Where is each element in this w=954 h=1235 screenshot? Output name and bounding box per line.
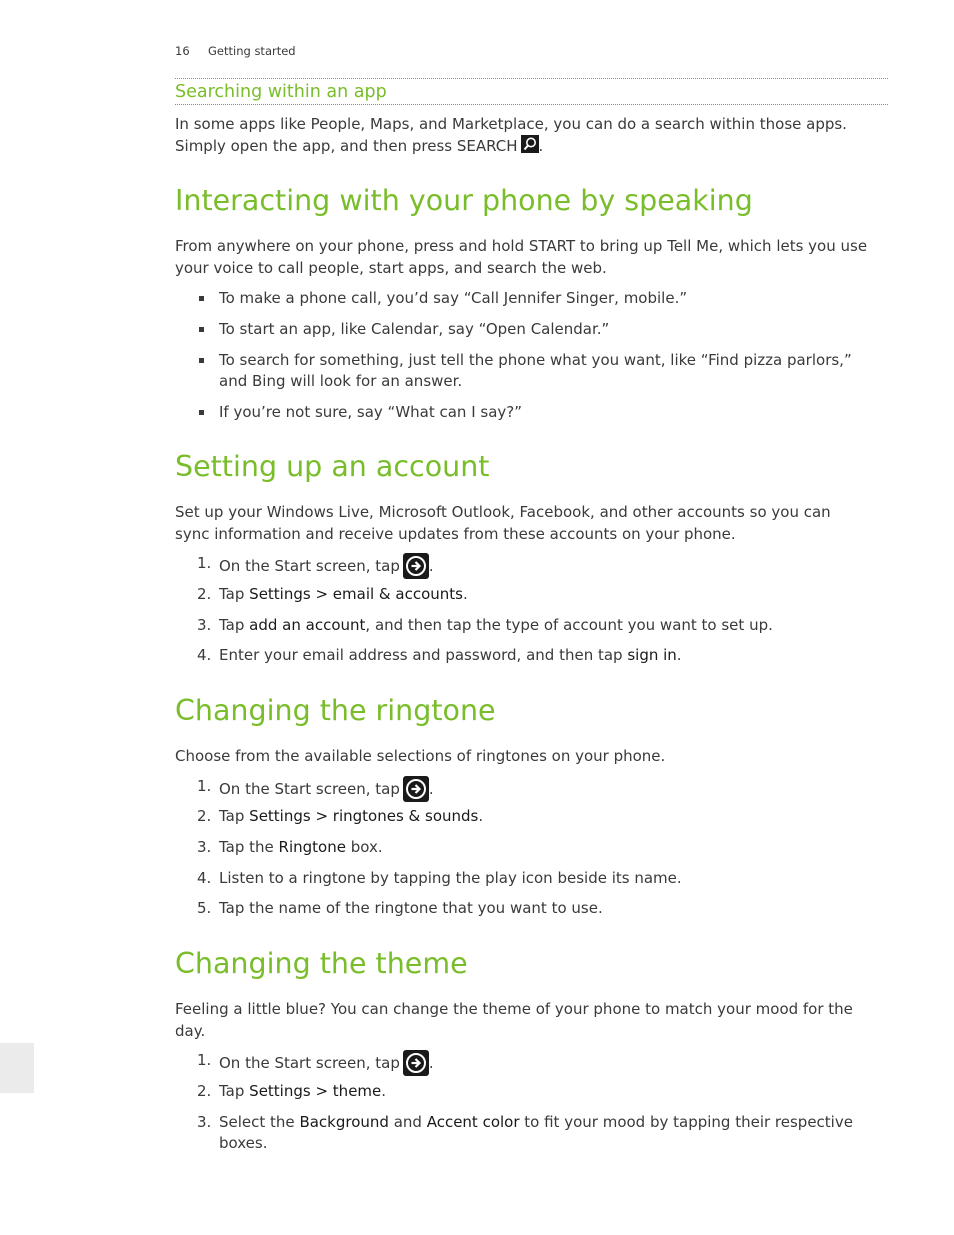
step-number: 3. bbox=[197, 1113, 212, 1131]
theme-step bbox=[197, 1081, 887, 1102]
step-number: 1. bbox=[197, 777, 212, 795]
ringtone-step bbox=[197, 776, 887, 802]
step-text: On the Start screen, tap . bbox=[219, 553, 887, 579]
step-text: On the Start screen, tap . bbox=[219, 1050, 887, 1076]
search-section-text bbox=[175, 113, 890, 157]
step-number: 3. bbox=[197, 838, 212, 856]
search-text-line1: In some apps like People, Maps, and Marketplace, you can do a search within those apps. bbox=[175, 115, 847, 133]
step-number: 1. bbox=[197, 1051, 212, 1069]
page-number: 16 bbox=[175, 44, 190, 58]
divider-bottom bbox=[175, 104, 888, 105]
theme-step bbox=[197, 1050, 887, 1076]
step-number: 4. bbox=[197, 646, 212, 664]
step-number: 5. bbox=[197, 899, 212, 917]
ui-term: Ringtone bbox=[278, 838, 346, 856]
step-text: Tap Settings > ringtones & sounds. bbox=[219, 807, 484, 825]
step-number: 1. bbox=[197, 554, 212, 572]
ringtone-intro: Choose from the available selections of ringtones on your phone. bbox=[175, 747, 666, 765]
account-step bbox=[197, 645, 887, 666]
ringtone-heading: Changing the ringtone bbox=[175, 694, 496, 727]
step-text: Enter your email address and password, and then tap sign in. bbox=[219, 646, 682, 664]
step-text: Tap add an account, and then tap the type of account you want to set up. bbox=[219, 616, 773, 634]
search-section-title: Searching within an app bbox=[175, 82, 387, 102]
step-text: Tap the name of the ringtone that you want to use. bbox=[219, 899, 603, 917]
ui-term: Accent color bbox=[426, 1113, 520, 1131]
speaking-intro: From anywhere on your phone, press and hold START to bring up Tell Me, which lets you use your voice to call people, start apps, and search the web. bbox=[175, 237, 868, 277]
step-number: 4. bbox=[197, 869, 212, 887]
search-icon bbox=[521, 135, 539, 153]
step-text: Tap Settings > theme. bbox=[219, 1082, 387, 1100]
ringtone-step bbox=[197, 806, 887, 827]
ringtone-step bbox=[197, 868, 887, 889]
step-number: 3. bbox=[197, 616, 212, 634]
page-header bbox=[175, 44, 296, 58]
divider-top bbox=[175, 78, 888, 79]
ringtone-step bbox=[197, 898, 887, 919]
arrow-right-circle-icon bbox=[403, 1050, 429, 1076]
ui-term: Settings > theme bbox=[249, 1082, 382, 1100]
bullet-marker bbox=[199, 410, 204, 415]
account-heading: Setting up an account bbox=[175, 450, 490, 483]
bullet-text: To start an app, like Calendar, say “Open Calendar.” bbox=[219, 320, 610, 338]
theme-heading: Changing the theme bbox=[175, 947, 468, 980]
step-number: 2. bbox=[197, 1082, 212, 1100]
ui-term: add an account bbox=[249, 616, 366, 634]
bullet-text: To search for something, just tell the phone what you want, like “Find pizza parlors,” and Bing will look for an answer. bbox=[219, 351, 852, 390]
bullet-item bbox=[197, 350, 887, 392]
chapter-title: Getting started bbox=[208, 44, 296, 58]
ui-term: Settings > email & accounts bbox=[249, 585, 463, 603]
bullet-item bbox=[197, 288, 887, 309]
account-step bbox=[197, 584, 887, 605]
step-number: 2. bbox=[197, 807, 212, 825]
arrow-right-circle-icon bbox=[403, 553, 429, 579]
theme-intro: Feeling a little blue? You can change the theme of your phone to match your mood for the day. bbox=[175, 1000, 853, 1040]
step-text: Tap the Ringtone box. bbox=[219, 838, 383, 856]
bullet-item bbox=[197, 402, 887, 423]
step-text: Listen to a ringtone by tapping the play icon beside its name. bbox=[219, 869, 682, 887]
theme-step bbox=[197, 1112, 887, 1154]
bullet-item bbox=[197, 319, 887, 340]
search-text-line2: Simply open the app, and then press SEARCH . bbox=[175, 137, 544, 155]
bullet-marker bbox=[199, 296, 204, 301]
step-text: Tap Settings > email & accounts. bbox=[219, 585, 468, 603]
ui-term: sign in bbox=[627, 646, 677, 664]
account-step bbox=[197, 553, 887, 579]
account-step bbox=[197, 615, 887, 636]
account-intro: Set up your Windows Live, Microsoft Outlook, Facebook, and other accounts so you can sync information and receive updates from these accounts on your phone. bbox=[175, 503, 831, 543]
ui-term: Background bbox=[299, 1113, 389, 1131]
step-text: On the Start screen, tap . bbox=[219, 776, 887, 802]
step-number: 2. bbox=[197, 585, 212, 603]
speaking-heading: Interacting with your phone by speaking bbox=[175, 184, 753, 217]
arrow-right-circle-icon bbox=[403, 776, 429, 802]
bullet-marker bbox=[199, 327, 204, 332]
bullet-marker bbox=[199, 358, 204, 363]
chapter-tab bbox=[0, 1043, 34, 1093]
step-text: Select the Background and Accent color to fit your mood by tapping their respective boxes. bbox=[219, 1113, 853, 1152]
bullet-text: If you’re not sure, say “What can I say?” bbox=[219, 403, 523, 421]
ringtone-step bbox=[197, 837, 887, 858]
bullet-text: To make a phone call, you’d say “Call Jennifer Singer, mobile.” bbox=[219, 289, 688, 307]
ui-term: Settings > ringtones & sounds bbox=[249, 807, 479, 825]
